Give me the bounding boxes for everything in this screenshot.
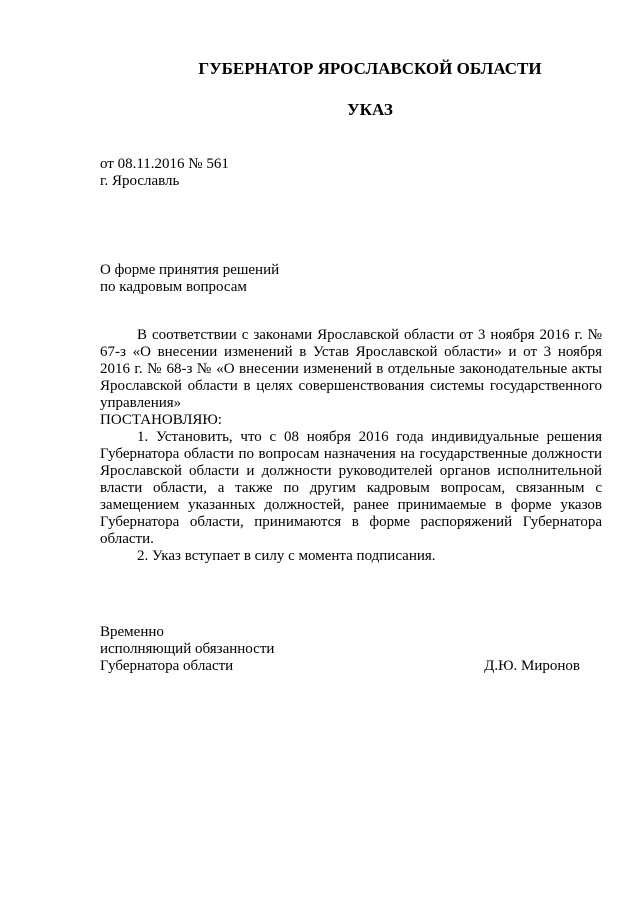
signatory-name: Д.Ю. Миронов [484, 658, 580, 674]
preamble-paragraph: В соответствии с законами Ярославской области от 3 ноября 2016 г. № 67-з «О внесении изменений в Устав Ярославской области» и от 3 ноября 2016 г. № 68-з № «О внесении изменений в отдельные законодательные акты Ярославской области в целях совершенствования системы государственного управления» [100, 327, 602, 411]
signature-line-1: Временно [100, 624, 164, 640]
document-type-heading: УКАЗ [347, 100, 393, 119]
date-number-line: от 08.11.2016 № 561 [100, 156, 229, 172]
city-line: г. Ярославль [100, 173, 180, 189]
signature-row [100, 658, 580, 675]
decree-word: ПОСТАНОВЛЯЮ: [100, 412, 222, 428]
subject-line-1: О форме принятия решений [100, 262, 280, 278]
subject-line-2: по кадровым вопросам [100, 279, 247, 295]
document-header-title: ГУБЕРНАТОР ЯРОСЛАВСКОЙ ОБЛАСТИ [198, 59, 542, 78]
document-subject [100, 262, 279, 296]
signature-line-2: исполняющий обязанности [100, 641, 275, 657]
item-1-paragraph: 1. Установить, что с 08 ноября 2016 года индивидуальные решения Губернатора области по вопросам назначения на государственные должности Ярославской области и должности руководителей органов исполнительной власти области, а также по другим кадровым вопросам, связанным с замещением указанных должностей, ранее принимаемые в форме указов Губернатора области, принимаются в форме распоряжений Губернатора области. [100, 429, 602, 547]
signature-line-3: Губернатора области [100, 658, 234, 674]
document-body [100, 327, 602, 565]
signature-block [100, 624, 580, 675]
item-2-paragraph: 2. Указ вступает в силу с момента подписания. [137, 548, 436, 564]
document-meta [100, 156, 229, 190]
